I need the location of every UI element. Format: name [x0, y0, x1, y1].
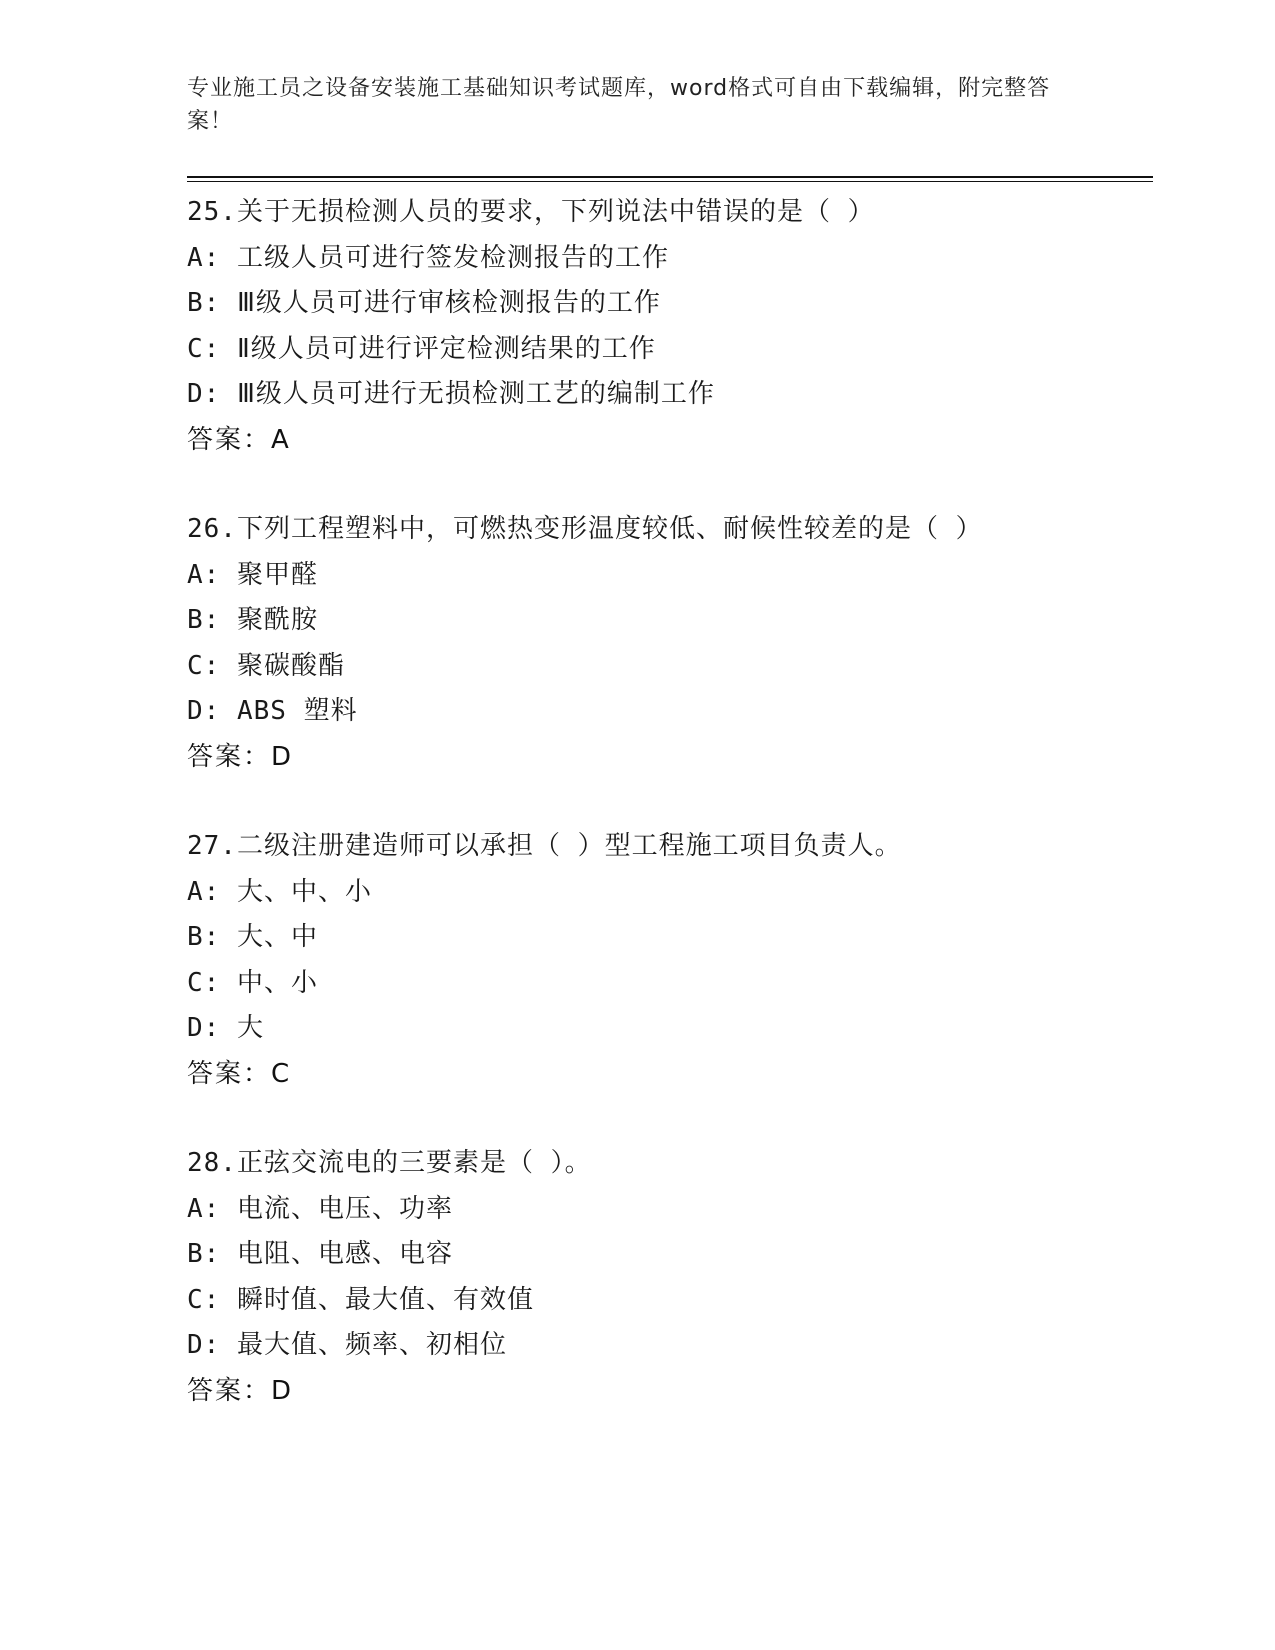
answer-line [187, 1369, 1147, 1415]
answer-label: 答案： [187, 1058, 272, 1089]
option-b: B: 大、中 [187, 922, 318, 952]
question-27 [187, 824, 1147, 1097]
option-d: D: Ⅲ级人员可进行无损检测工艺的编制工作 [187, 379, 715, 409]
option-c: C: 瞬时值、最大值、有效值 [187, 1284, 534, 1315]
option-c: C: 中、小 [187, 967, 318, 998]
answer-line [187, 1052, 1147, 1098]
option-d: D: ABS 塑料 [187, 696, 358, 726]
question-text: 27.二级注册建造师可以承担（ ）型工程施工项目负责人。 [187, 831, 902, 861]
option-b: B: 聚酰胺 [187, 605, 318, 635]
question-26 [187, 507, 1147, 780]
answer-line [187, 418, 1147, 464]
question-text: 28.正弦交流电的三要素是（ ）。 [187, 1148, 592, 1178]
option-a: A: 电流、电压、功率 [187, 1193, 453, 1224]
header-divider-thin [187, 181, 1153, 182]
question-25 [187, 190, 1147, 463]
document-header: 专业施工员之设备安装施工基础知识考试题库，word格式可自由下载编辑，附完整答案！ [187, 76, 1051, 134]
answer-line [187, 735, 1147, 781]
answer-value: D [271, 1375, 292, 1406]
option-d: D: 最大值、频率、初相位 [187, 1330, 507, 1360]
option-a: A: 聚甲醛 [187, 559, 318, 590]
question-text: 26.下列工程塑料中，可燃热变形温度较低、耐候性较差的是（ ） [187, 514, 983, 544]
option-c: C: Ⅱ级人员可进行评定检测结果的工作 [187, 333, 656, 364]
answer-value: A [271, 424, 289, 455]
question-list [187, 190, 1147, 1458]
answer-label: 答案： [187, 741, 272, 772]
answer-value: C [271, 1058, 290, 1089]
question-text: 25.关于无损检测人员的要求，下列说法中错误的是（ ） [187, 197, 875, 227]
option-a: A: 工级人员可进行签发检测报告的工作 [187, 242, 669, 273]
option-a: A: 大、中、小 [187, 876, 372, 907]
option-b: B: 电阻、电感、电容 [187, 1239, 453, 1269]
option-d: D: 大 [187, 1013, 264, 1043]
option-c: C: 聚碳酸酯 [187, 650, 345, 681]
header-divider-thick [187, 176, 1153, 178]
answer-value: D [271, 741, 292, 772]
option-b: B: Ⅲ级人员可进行审核检测报告的工作 [187, 288, 661, 318]
answer-label: 答案： [187, 424, 272, 455]
answer-label: 答案： [187, 1375, 272, 1406]
question-28 [187, 1141, 1147, 1414]
